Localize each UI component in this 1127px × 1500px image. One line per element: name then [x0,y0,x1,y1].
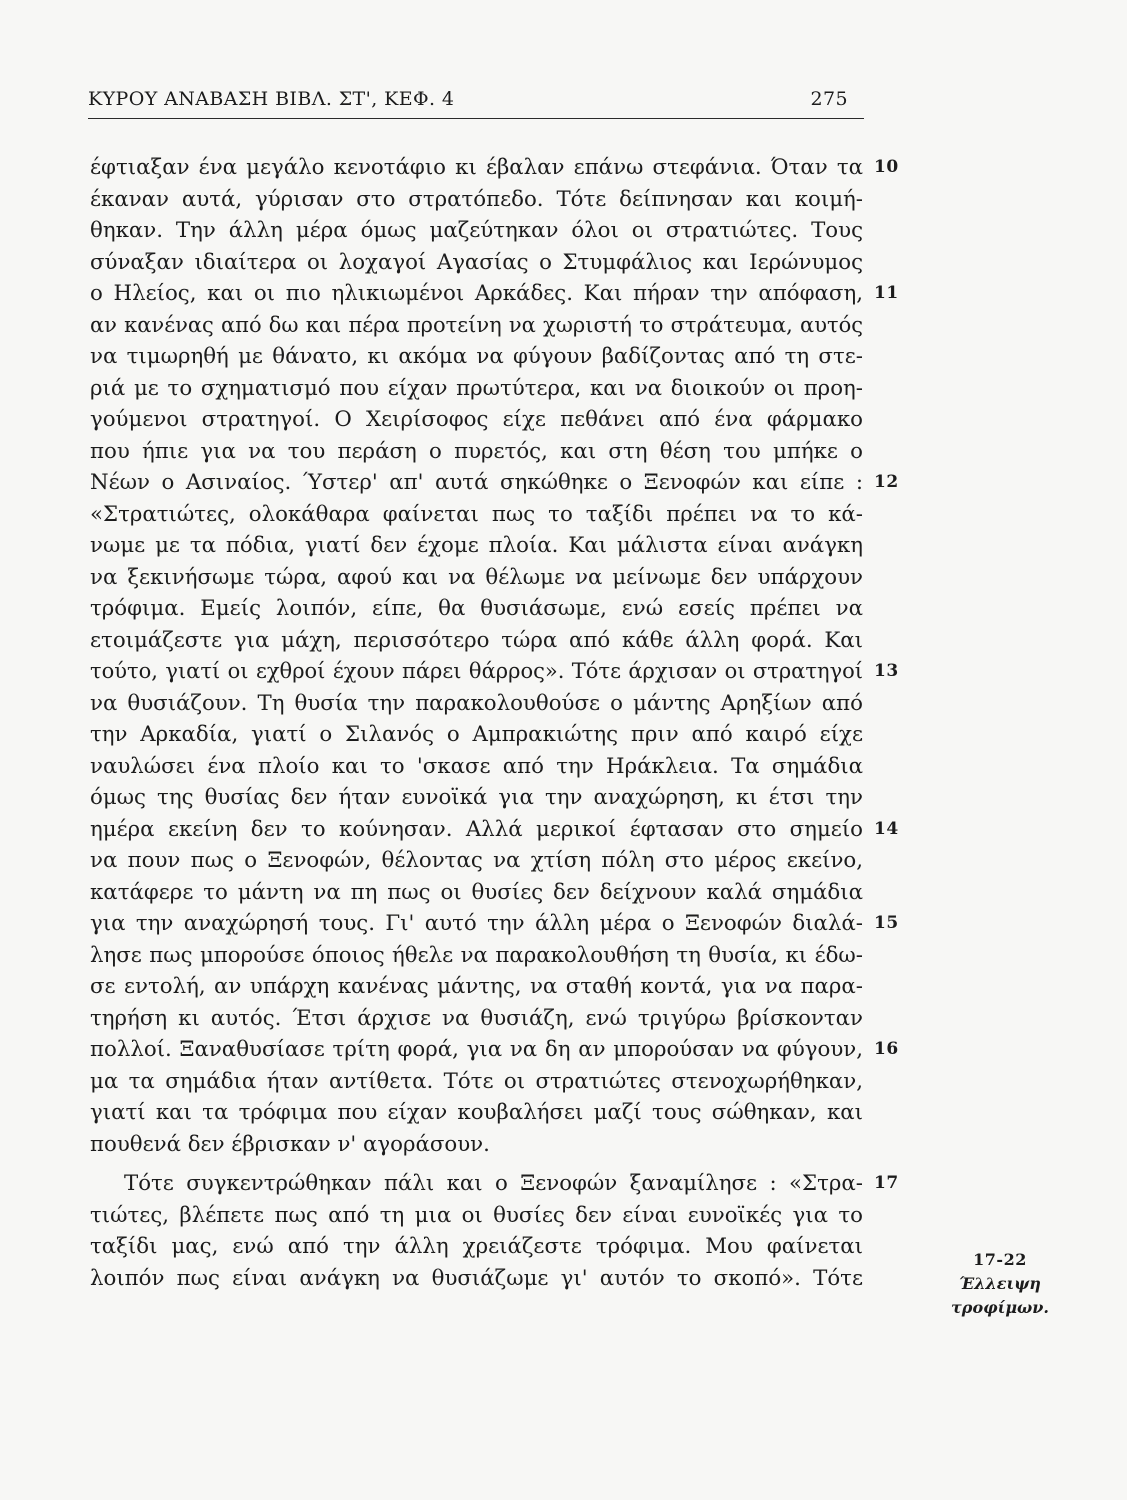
section-number: 13 [874,661,899,681]
paragraph-end-line: πουθενά δεν έβρισκαν ν' αγοράσουν. [90,1131,490,1157]
text-line: αν κανένας από δω και πέρα προτείνη να χωριστή το στράτευμα, αυτός [90,312,863,337]
section-number: 12 [874,472,899,492]
text-line: ετοιμάζεστε για μάχη, περισσότερο τώρα από κάθε άλλη φορά. Και [90,627,863,653]
text-line: θηκαν. Την άλλη μέρα όμως μαζεύτηκαν όλοι οι στρατιώτες. Τους [90,218,863,243]
text-line: σύναξαν ιδιαίτερα οι λοχαγοί Αγασίας ο Στυμφάλιος και Ιερώνυμος [90,249,863,275]
text-line: τιώτες, βλέπετε πως από τη μια οι θυσίες δεν είναι ευνοϊκές για το [90,1202,863,1228]
text-line: «Στρατιώτες, ολοκάθαρα φαίνεται πως το ταξίδι πρέπει να το κά- [90,501,863,527]
text-line: λησε πως μπορούσε όποιος ήθελε να παρακολουθήση τη θυσία, κι έδω- [90,942,863,968]
section-number: 15 [874,913,899,933]
section-number: 10 [874,157,899,177]
body-text [90,152,899,1294]
text-line: για την αναχώρησή τους. Γι' αυτό την άλλη μέρα ο Ξενοφών διαλά- 15 [90,908,863,940]
margin-note [940,1248,1060,1320]
text-line: να ξεκινήσωμε τώρα, αφού και να θέλωμε να μείνωμε δεν υπάρχουν [90,564,863,590]
running-title: ΚΥΡΟΥ ΑΝΑΒΑΣΗ ΒΙΒΛ. ΣΤ', ΚΕΦ. 4 [88,88,455,110]
text-line: πολλοί. Ξαναθυσίασε τρίτη φορά, για να δη αν μπορούσαν να φύγουν, 16 [90,1034,863,1066]
text-line: γιατί και τα τρόφιμα που είχαν κουβαλήσει μαζί τους σώθηκαν, και [90,1100,863,1125]
text-line: να πουν πως ο Ξενοφών, θέλοντας να χτίση πόλη στο μέρος εκείνο, [90,848,863,873]
margin-note-range: 17-22 [973,1250,1027,1269]
text-line: κατάφερε το μάντη να πη πως οι θυσίες δεν δείχνουν καλά σημάδια [90,879,863,905]
text-line: μα τα σημάδια ήταν αντίθετα. Τότε οι στρατιώτες στενοχωρήθηκαν, [90,1068,863,1094]
section-number: 17 [874,1173,899,1193]
margin-note-title-line2: τροφίμων. [951,1298,1049,1317]
running-head [88,88,864,118]
text-line: ταξίδι μας, ενώ από την άλλη χρειάζεστε τρόφιμα. Μου φαίνεται [90,1234,863,1259]
text-line: να τιμωρηθή με θάνατο, κι ακόμα να φύγουν βαδίζοντας από τη στε- [90,344,863,369]
margin-note-title-line1: Έλλειψη [959,1274,1041,1293]
page-number: 275 [810,88,848,110]
section-number: 16 [874,1039,899,1059]
text-line: την Αρκαδία, γιατί ο Σιλανός ο Αμπρακιώτης πριν από καιρό είχε [90,722,863,747]
text-line: σε εντολή, αν υπάρχη κανένας μάντης, να σταθή κοντά, για να παρα- [90,974,863,999]
paragraph-first-line: Τότε συγκεντρώθηκαν πάλι και ο Ξενοφών ξαναμίλησε : «Στρα- 17 [90,1168,863,1200]
text-line: νωμε με τα πόδια, γιατί δεν έχομε πλοία. Και μάλιστα είναι ανάγκη [90,533,863,558]
text-line: Νέων ο Ασιναίος. Ύστερ' απ' αυτά σηκώθηκε ο Ξενοφών και είπε : 12 [90,467,863,499]
text-line: ο Ηλείος, και οι πιο ηλικιωμένοι Αρκάδες. Και πήραν την απόφαση, 11 [90,278,863,310]
text-line: ριά με το σχηματισμό που είχαν πρωτύτερα, και να διοικούν οι προη- [90,375,863,401]
text-line: έκαναν αυτά, γύρισαν στο στρατόπεδο. Τότε δείπνησαν και κοιμή- [90,186,863,212]
section-number: 11 [874,283,899,303]
text-line: ημέρα εκείνη δεν το κούνησαν. Αλλά μερικοί έφτασαν στο σημείο 14 [90,814,863,846]
text-line: λοιπόν πως είναι ανάγκη να θυσιάζωμε γι' αυτόν το σκοπό». Τότε [90,1265,863,1291]
paragraph-gap [90,1160,863,1168]
section-number: 14 [874,818,899,839]
text-line: όμως της θυσίας δεν ήταν ευνοϊκά για την αναχώρηση, κι έτσι την [90,785,863,810]
text-line: έφτιαξαν ένα μεγάλο κενοτάφιο κι έβαλαν επάνω στεφάνια. Όταν τα 10 [90,152,863,184]
text-line: τρόφιμα. Εμείς λοιπόν, είπε, θα θυσιάσωμε, ενώ εσείς πρέπει να [90,596,863,621]
text-line: τηρήση κι αυτός. Έτσι άρχισε να θυσιάζη, ενώ τριγύρω βρίσκονταν [90,1005,863,1031]
text-line: τούτο, γιατί οι εχθροί έχουν πάρει θάρρος». Τότε άρχισαν οι στρατηγοί 13 [90,656,863,688]
text-line: ναυλώσει ένα πλοίο και το 'σκασε από την Ηράκλεια. Τα σημάδια [90,753,863,779]
text-line: που ήπιε για να του περάση ο πυρετός, και στη θέση του μπήκε ο [90,438,863,464]
text-line: γούμενοι στρατηγοί. Ο Χειρίσοφος είχε πεθάνει από ένα φάρμακο [90,407,863,432]
header-rule [88,118,864,119]
text-line: να θυσιάζουν. Τη θυσία την παρακολουθούσε ο μάντης Αρηξίων από [90,690,863,716]
